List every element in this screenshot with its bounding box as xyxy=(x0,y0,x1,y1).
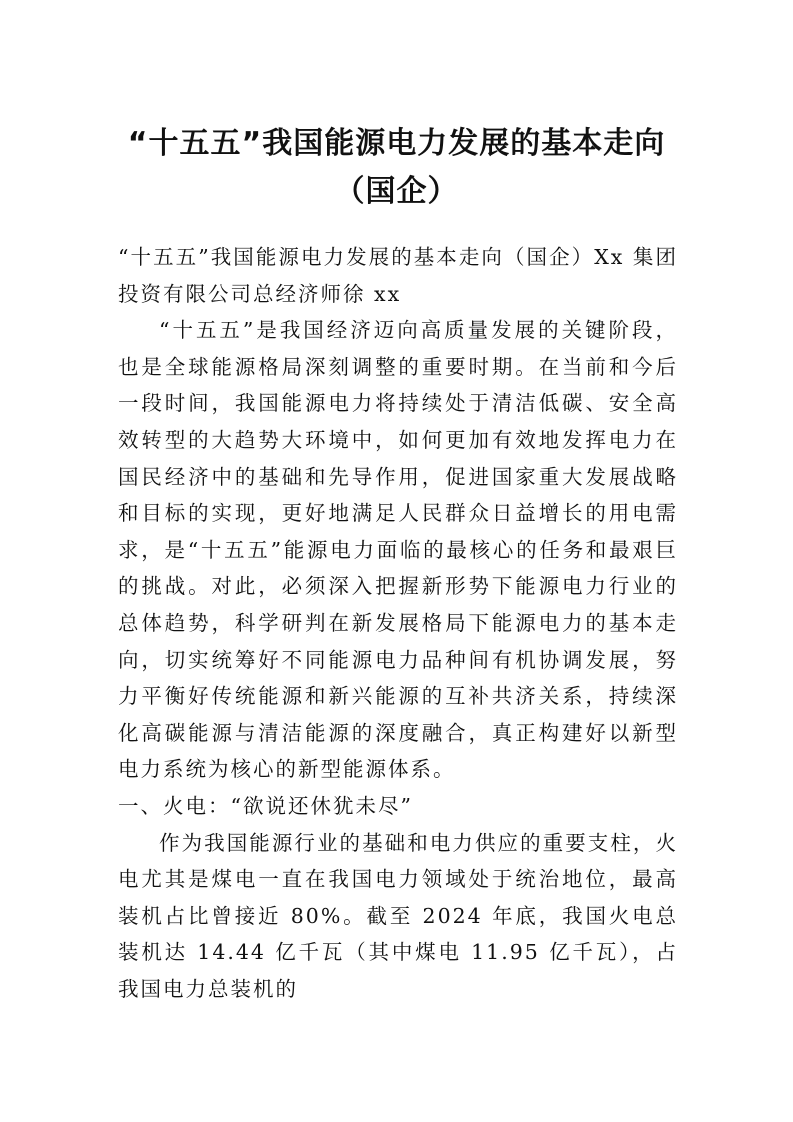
byline: “十五五”我国能源电力发展的基本走向（国企）Xx 集团投资有限公司总经济师徐 xx xyxy=(118,245,678,306)
intro-paragraph: “十五五”是我国经济迈向高质量发展的关键阶段，也是全球能源格局深刻调整的重要时期。在当前和今后一段时间，我国能源电力将持续处于清洁低碳、安全高效转型的大趋势大环境中，如何更加有效地发挥电力在国民经济中的基础和先导作用，促进国家重大发展战略和目标的实现，更好地满足人民群众日益增长的用电需求，是“十五五”能源电力面临的最核心的任务和最艰巨的挑战。对此，必须深入把握新形势下能源电力行业的总体趋势，科学研判在新发展格局下能源电力的基本走向，切实统筹好不同能源电力品种间有机协调发展，努力平衡好传统能源和新兴能源的互补共济关系，持续深化高碳能源与清洁能源的深度融合，真正构建好以新型电力系统为核心的新型能源体系。 xyxy=(118,318,678,782)
section-heading: 一、火电：“欲说还休犹未尽” xyxy=(118,793,413,818)
document-title-line-2: （国企） xyxy=(334,174,459,209)
document-title-line-1: “十五五”我国能源电力发展的基本走向 xyxy=(127,126,666,161)
document-body xyxy=(118,239,678,1007)
section-paragraph: 作为我国能源行业的基础和电力供应的重要支柱，火电尤其是煤电一直在我国电力领域处于统治地位，最高装机占比曾接近 80%。截至 2024 年底，我国火电总装机达 14.44 亿千瓦（其中煤电 11.95 亿千瓦），占我国电力总装机的 xyxy=(118,830,678,1001)
